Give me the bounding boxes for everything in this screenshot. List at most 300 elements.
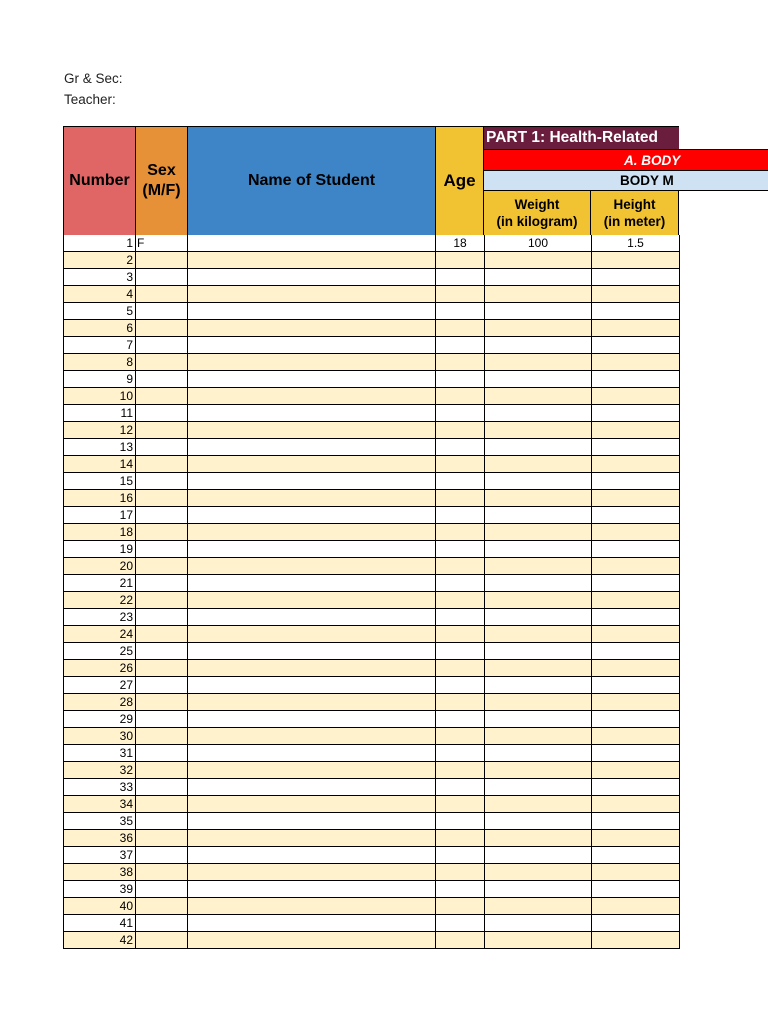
cell-sex[interactable] — [136, 626, 188, 643]
cell-weight[interactable] — [485, 932, 592, 949]
cell-name[interactable] — [188, 643, 436, 660]
cell-weight[interactable] — [485, 524, 592, 541]
cell-sex[interactable] — [136, 558, 188, 575]
cell-name[interactable] — [188, 303, 436, 320]
cell-height[interactable] — [592, 898, 680, 915]
cell-number[interactable]: 5 — [63, 303, 136, 320]
cell-age[interactable] — [436, 830, 485, 847]
cell-sex[interactable] — [136, 779, 188, 796]
cell-age[interactable] — [436, 507, 485, 524]
cell-number[interactable]: 2 — [63, 252, 136, 269]
cell-number[interactable]: 19 — [63, 541, 136, 558]
cell-weight[interactable] — [485, 320, 592, 337]
table-row — [63, 575, 680, 592]
cell-name[interactable] — [188, 337, 436, 354]
cell-height[interactable] — [592, 320, 680, 337]
cell-number[interactable]: 3 — [63, 269, 136, 286]
cell-number[interactable]: 29 — [63, 711, 136, 728]
cell-weight[interactable] — [485, 830, 592, 847]
table-row — [63, 507, 680, 524]
cell-name[interactable] — [188, 235, 436, 252]
cell-number[interactable]: 13 — [63, 439, 136, 456]
cell-sex[interactable] — [136, 643, 188, 660]
cell-number[interactable]: 40 — [63, 898, 136, 915]
cell-sex[interactable] — [136, 473, 188, 490]
table-row — [63, 677, 680, 694]
cell-height[interactable] — [592, 762, 680, 779]
table-row — [63, 371, 680, 388]
cell-number[interactable]: 33 — [63, 779, 136, 796]
cell-age[interactable] — [436, 694, 485, 711]
cell-name[interactable] — [188, 388, 436, 405]
cell-name[interactable] — [188, 490, 436, 507]
cell-sex[interactable] — [136, 677, 188, 694]
cell-weight[interactable] — [485, 575, 592, 592]
table-row — [63, 881, 680, 898]
cell-age[interactable] — [436, 320, 485, 337]
table-row — [63, 354, 680, 371]
cell-weight[interactable] — [485, 677, 592, 694]
cell-age[interactable]: 18 — [436, 235, 485, 252]
cell-age[interactable] — [436, 677, 485, 694]
cell-age[interactable] — [436, 269, 485, 286]
cell-age[interactable] — [436, 847, 485, 864]
table-row — [63, 762, 680, 779]
cell-name[interactable] — [188, 507, 436, 524]
cell-number[interactable]: 21 — [63, 575, 136, 592]
cell-height[interactable] — [592, 371, 680, 388]
cell-height[interactable] — [592, 626, 680, 643]
cell-sex[interactable] — [136, 694, 188, 711]
cell-weight[interactable] — [485, 592, 592, 609]
header-weight-line1: Weight — [514, 197, 560, 212]
table-row — [63, 830, 680, 847]
cell-name[interactable] — [188, 592, 436, 609]
header-number[interactable]: Number — [63, 126, 136, 236]
cell-sex[interactable] — [136, 847, 188, 864]
cell-number[interactable]: 26 — [63, 660, 136, 677]
table-row — [63, 422, 680, 439]
cell-sex[interactable] — [136, 490, 188, 507]
cell-name[interactable] — [188, 847, 436, 864]
cell-weight[interactable] — [485, 456, 592, 473]
cell-sex[interactable] — [136, 881, 188, 898]
cell-name[interactable] — [188, 898, 436, 915]
cell-name[interactable] — [188, 694, 436, 711]
cell-age[interactable] — [436, 490, 485, 507]
cell-age[interactable] — [436, 881, 485, 898]
cell-name[interactable] — [188, 354, 436, 371]
cell-sex[interactable] — [136, 541, 188, 558]
cell-name[interactable] — [188, 796, 436, 813]
cell-number[interactable]: 15 — [63, 473, 136, 490]
cell-sex[interactable] — [136, 286, 188, 303]
cell-age[interactable] — [436, 660, 485, 677]
cell-name[interactable] — [188, 677, 436, 694]
cell-height[interactable] — [592, 456, 680, 473]
cell-number[interactable]: 22 — [63, 592, 136, 609]
table-row — [63, 456, 680, 473]
cell-height[interactable] — [592, 864, 680, 881]
cell-name[interactable] — [188, 456, 436, 473]
cell-height[interactable] — [592, 337, 680, 354]
cell-sex[interactable] — [136, 915, 188, 932]
cell-sex[interactable] — [136, 337, 188, 354]
cell-height[interactable] — [592, 779, 680, 796]
cell-number[interactable]: 4 — [63, 286, 136, 303]
cell-sex[interactable] — [136, 252, 188, 269]
header-weight-line2: (in kilogram) — [496, 214, 578, 229]
cell-height[interactable] — [592, 830, 680, 847]
cell-weight[interactable] — [485, 779, 592, 796]
cell-age[interactable] — [436, 745, 485, 762]
cell-height[interactable] — [592, 609, 680, 626]
cell-height[interactable] — [592, 881, 680, 898]
cell-height[interactable] — [592, 490, 680, 507]
table-row — [63, 745, 680, 762]
cell-height[interactable] — [592, 405, 680, 422]
cell-sex[interactable] — [136, 728, 188, 745]
cell-name[interactable] — [188, 286, 436, 303]
cell-sex[interactable] — [136, 609, 188, 626]
table-row — [63, 813, 680, 830]
table-row — [63, 932, 680, 949]
cell-name[interactable] — [188, 422, 436, 439]
table-row — [63, 864, 680, 881]
cell-number[interactable]: 32 — [63, 762, 136, 779]
cell-name[interactable] — [188, 660, 436, 677]
cell-sex[interactable] — [136, 796, 188, 813]
cell-age[interactable] — [436, 779, 485, 796]
cell-age[interactable] — [436, 303, 485, 320]
header-body-composition[interactable]: A. BODY — [483, 149, 768, 171]
header-part1[interactable]: PART 1: Health-Related — [483, 126, 679, 150]
cell-height[interactable] — [592, 796, 680, 813]
table-row — [63, 711, 680, 728]
cell-age[interactable] — [436, 388, 485, 405]
cell-sex[interactable] — [136, 711, 188, 728]
cell-number[interactable]: 23 — [63, 609, 136, 626]
table-row — [63, 660, 680, 677]
cell-sex[interactable]: F — [136, 235, 188, 252]
table-row — [63, 286, 680, 303]
cell-number[interactable]: 24 — [63, 626, 136, 643]
cell-weight[interactable] — [485, 864, 592, 881]
table-row — [63, 728, 680, 745]
cell-name[interactable] — [188, 558, 436, 575]
cell-height[interactable] — [592, 660, 680, 677]
header-name-of-student[interactable]: Name of Student — [187, 126, 436, 236]
cell-height[interactable] — [592, 388, 680, 405]
cell-number[interactable]: 9 — [63, 371, 136, 388]
table-row — [63, 592, 680, 609]
cell-weight[interactable] — [485, 422, 592, 439]
cell-sex[interactable] — [136, 830, 188, 847]
cell-height[interactable] — [592, 269, 680, 286]
header-sex[interactable] — [135, 126, 188, 236]
cell-name[interactable] — [188, 473, 436, 490]
cell-height[interactable] — [592, 915, 680, 932]
cell-age[interactable] — [436, 422, 485, 439]
cell-number[interactable]: 10 — [63, 388, 136, 405]
cell-sex[interactable] — [136, 507, 188, 524]
cell-height[interactable] — [592, 932, 680, 949]
cell-weight[interactable] — [485, 473, 592, 490]
cell-sex[interactable] — [136, 388, 188, 405]
table-row — [63, 269, 680, 286]
cell-height[interactable] — [592, 745, 680, 762]
cell-name[interactable] — [188, 439, 436, 456]
cell-name[interactable] — [188, 830, 436, 847]
cell-sex[interactable] — [136, 405, 188, 422]
cell-number[interactable]: 36 — [63, 830, 136, 847]
cell-weight[interactable] — [485, 728, 592, 745]
cell-sex[interactable] — [136, 898, 188, 915]
cell-height[interactable] — [592, 541, 680, 558]
cell-weight[interactable] — [485, 915, 592, 932]
table-row — [63, 320, 680, 337]
cell-age[interactable] — [436, 762, 485, 779]
cell-weight[interactable] — [485, 711, 592, 728]
cell-age[interactable] — [436, 524, 485, 541]
cell-height[interactable] — [592, 694, 680, 711]
cell-age[interactable] — [436, 932, 485, 949]
cell-weight[interactable] — [485, 813, 592, 830]
header-sex-line1: Sex — [147, 162, 176, 179]
cell-number[interactable]: 34 — [63, 796, 136, 813]
cell-height[interactable] — [592, 252, 680, 269]
cell-age[interactable] — [436, 898, 485, 915]
cell-height[interactable] — [592, 558, 680, 575]
cell-age[interactable] — [436, 337, 485, 354]
cell-weight[interactable] — [485, 643, 592, 660]
cell-age[interactable] — [436, 626, 485, 643]
cell-name[interactable] — [188, 881, 436, 898]
cell-weight[interactable] — [485, 898, 592, 915]
cell-sex[interactable] — [136, 932, 188, 949]
cell-name[interactable] — [188, 915, 436, 932]
cell-name[interactable] — [188, 745, 436, 762]
cell-name[interactable] — [188, 524, 436, 541]
cell-number[interactable]: 18 — [63, 524, 136, 541]
cell-name[interactable] — [188, 762, 436, 779]
cell-weight[interactable] — [485, 507, 592, 524]
cell-height[interactable] — [592, 575, 680, 592]
header-height[interactable] — [590, 190, 679, 236]
cell-age[interactable] — [436, 796, 485, 813]
cell-height[interactable] — [592, 728, 680, 745]
cell-age[interactable] — [436, 541, 485, 558]
cell-weight[interactable] — [485, 847, 592, 864]
cell-age[interactable] — [436, 728, 485, 745]
cell-number[interactable]: 14 — [63, 456, 136, 473]
cell-sex[interactable] — [136, 456, 188, 473]
cell-height[interactable] — [592, 643, 680, 660]
cell-number[interactable]: 7 — [63, 337, 136, 354]
cell-weight[interactable] — [485, 337, 592, 354]
cell-sex[interactable] — [136, 592, 188, 609]
cell-height[interactable] — [592, 813, 680, 830]
cell-sex[interactable] — [136, 660, 188, 677]
cell-number[interactable]: 12 — [63, 422, 136, 439]
table-row — [63, 626, 680, 643]
cell-weight[interactable] — [485, 762, 592, 779]
table-row — [63, 558, 680, 575]
cell-age[interactable] — [436, 575, 485, 592]
cell-age[interactable] — [436, 439, 485, 456]
cell-weight[interactable] — [485, 626, 592, 643]
cell-name[interactable] — [188, 711, 436, 728]
cell-name[interactable] — [188, 864, 436, 881]
cell-sex[interactable] — [136, 422, 188, 439]
cell-age[interactable] — [436, 609, 485, 626]
cell-weight[interactable] — [485, 694, 592, 711]
cell-age[interactable] — [436, 371, 485, 388]
cell-name[interactable] — [188, 728, 436, 745]
cell-weight[interactable] — [485, 745, 592, 762]
cell-number[interactable]: 41 — [63, 915, 136, 932]
cell-name[interactable] — [188, 269, 436, 286]
cell-name[interactable] — [188, 575, 436, 592]
cell-number[interactable]: 17 — [63, 507, 136, 524]
cell-sex[interactable] — [136, 524, 188, 541]
cell-name[interactable] — [188, 541, 436, 558]
cell-weight[interactable] — [485, 354, 592, 371]
cell-weight[interactable] — [485, 388, 592, 405]
cell-number[interactable]: 25 — [63, 643, 136, 660]
table-row — [63, 524, 680, 541]
cell-number[interactable]: 30 — [63, 728, 136, 745]
table-row — [63, 643, 680, 660]
cell-sex[interactable] — [136, 439, 188, 456]
cell-number[interactable]: 35 — [63, 813, 136, 830]
cell-height[interactable]: 1.5 — [592, 235, 680, 252]
cell-name[interactable] — [188, 626, 436, 643]
cell-number[interactable]: 8 — [63, 354, 136, 371]
table-row — [63, 473, 680, 490]
cell-sex[interactable] — [136, 303, 188, 320]
cell-weight[interactable] — [485, 371, 592, 388]
cell-height[interactable] — [592, 286, 680, 303]
cell-age[interactable] — [436, 711, 485, 728]
cell-name[interactable] — [188, 320, 436, 337]
cell-age[interactable] — [436, 558, 485, 575]
header-sex-line2: (M/F) — [142, 182, 181, 199]
cell-name[interactable] — [188, 405, 436, 422]
cell-number[interactable]: 42 — [63, 932, 136, 949]
cell-weight[interactable]: 100 — [485, 235, 592, 252]
cell-height[interactable] — [592, 847, 680, 864]
cell-number[interactable]: 16 — [63, 490, 136, 507]
header-height-line1: Height — [613, 197, 656, 212]
cell-weight[interactable] — [485, 405, 592, 422]
cell-weight[interactable] — [485, 609, 592, 626]
cell-weight[interactable] — [485, 269, 592, 286]
cell-sex[interactable] — [136, 371, 188, 388]
cell-age[interactable] — [436, 864, 485, 881]
cell-height[interactable] — [592, 524, 680, 541]
cell-age[interactable] — [436, 354, 485, 371]
table-row — [63, 337, 680, 354]
cell-weight[interactable] — [485, 796, 592, 813]
cell-height[interactable] — [592, 439, 680, 456]
cell-height[interactable] — [592, 507, 680, 524]
cell-age[interactable] — [436, 252, 485, 269]
header-bmi[interactable]: BODY M — [483, 170, 768, 191]
table-row — [63, 405, 680, 422]
cell-name[interactable] — [188, 371, 436, 388]
cell-height[interactable] — [592, 473, 680, 490]
cell-age[interactable] — [436, 405, 485, 422]
cell-age[interactable] — [436, 813, 485, 830]
cell-height[interactable] — [592, 303, 680, 320]
cell-sex[interactable] — [136, 575, 188, 592]
cell-weight[interactable] — [485, 558, 592, 575]
cell-height[interactable] — [592, 354, 680, 371]
cell-name[interactable] — [188, 779, 436, 796]
cell-age[interactable] — [436, 643, 485, 660]
cell-number[interactable]: 20 — [63, 558, 136, 575]
cell-weight[interactable] — [485, 881, 592, 898]
cell-age[interactable] — [436, 456, 485, 473]
cell-height[interactable] — [592, 592, 680, 609]
cell-weight[interactable] — [485, 541, 592, 558]
cell-name[interactable] — [188, 813, 436, 830]
cell-number[interactable]: 37 — [63, 847, 136, 864]
table-row — [63, 898, 680, 915]
cell-name[interactable] — [188, 252, 436, 269]
table-row — [63, 779, 680, 796]
header-height-line2: (in meter) — [603, 214, 666, 229]
header-age[interactable]: Age — [435, 126, 484, 236]
cell-number[interactable]: 38 — [63, 864, 136, 881]
cell-weight[interactable] — [485, 490, 592, 507]
cell-height[interactable] — [592, 677, 680, 694]
cell-weight[interactable] — [485, 439, 592, 456]
grade-section-label: Gr & Sec: — [64, 71, 123, 86]
cell-number[interactable]: 27 — [63, 677, 136, 694]
cell-name[interactable] — [188, 609, 436, 626]
cell-sex[interactable] — [136, 269, 188, 286]
cell-weight[interactable] — [485, 303, 592, 320]
cell-weight[interactable] — [485, 286, 592, 303]
cell-sex[interactable] — [136, 813, 188, 830]
cell-sex[interactable] — [136, 762, 188, 779]
cell-sex[interactable] — [136, 864, 188, 881]
cell-number[interactable]: 31 — [63, 745, 136, 762]
cell-sex[interactable] — [136, 745, 188, 762]
cell-height[interactable] — [592, 711, 680, 728]
cell-height[interactable] — [592, 422, 680, 439]
cell-age[interactable] — [436, 915, 485, 932]
cell-weight[interactable] — [485, 252, 592, 269]
cell-sex[interactable] — [136, 320, 188, 337]
cell-age[interactable] — [436, 592, 485, 609]
cell-number[interactable]: 11 — [63, 405, 136, 422]
cell-sex[interactable] — [136, 354, 188, 371]
table-row — [63, 847, 680, 864]
cell-weight[interactable] — [485, 660, 592, 677]
cell-name[interactable] — [188, 932, 436, 949]
cell-number[interactable]: 39 — [63, 881, 136, 898]
cell-number[interactable]: 28 — [63, 694, 136, 711]
header-weight[interactable] — [483, 190, 591, 236]
cell-number[interactable]: 1 — [63, 235, 136, 252]
cell-age[interactable] — [436, 473, 485, 490]
cell-age[interactable] — [436, 286, 485, 303]
teacher-label: Teacher: — [64, 92, 116, 107]
cell-number[interactable]: 6 — [63, 320, 136, 337]
